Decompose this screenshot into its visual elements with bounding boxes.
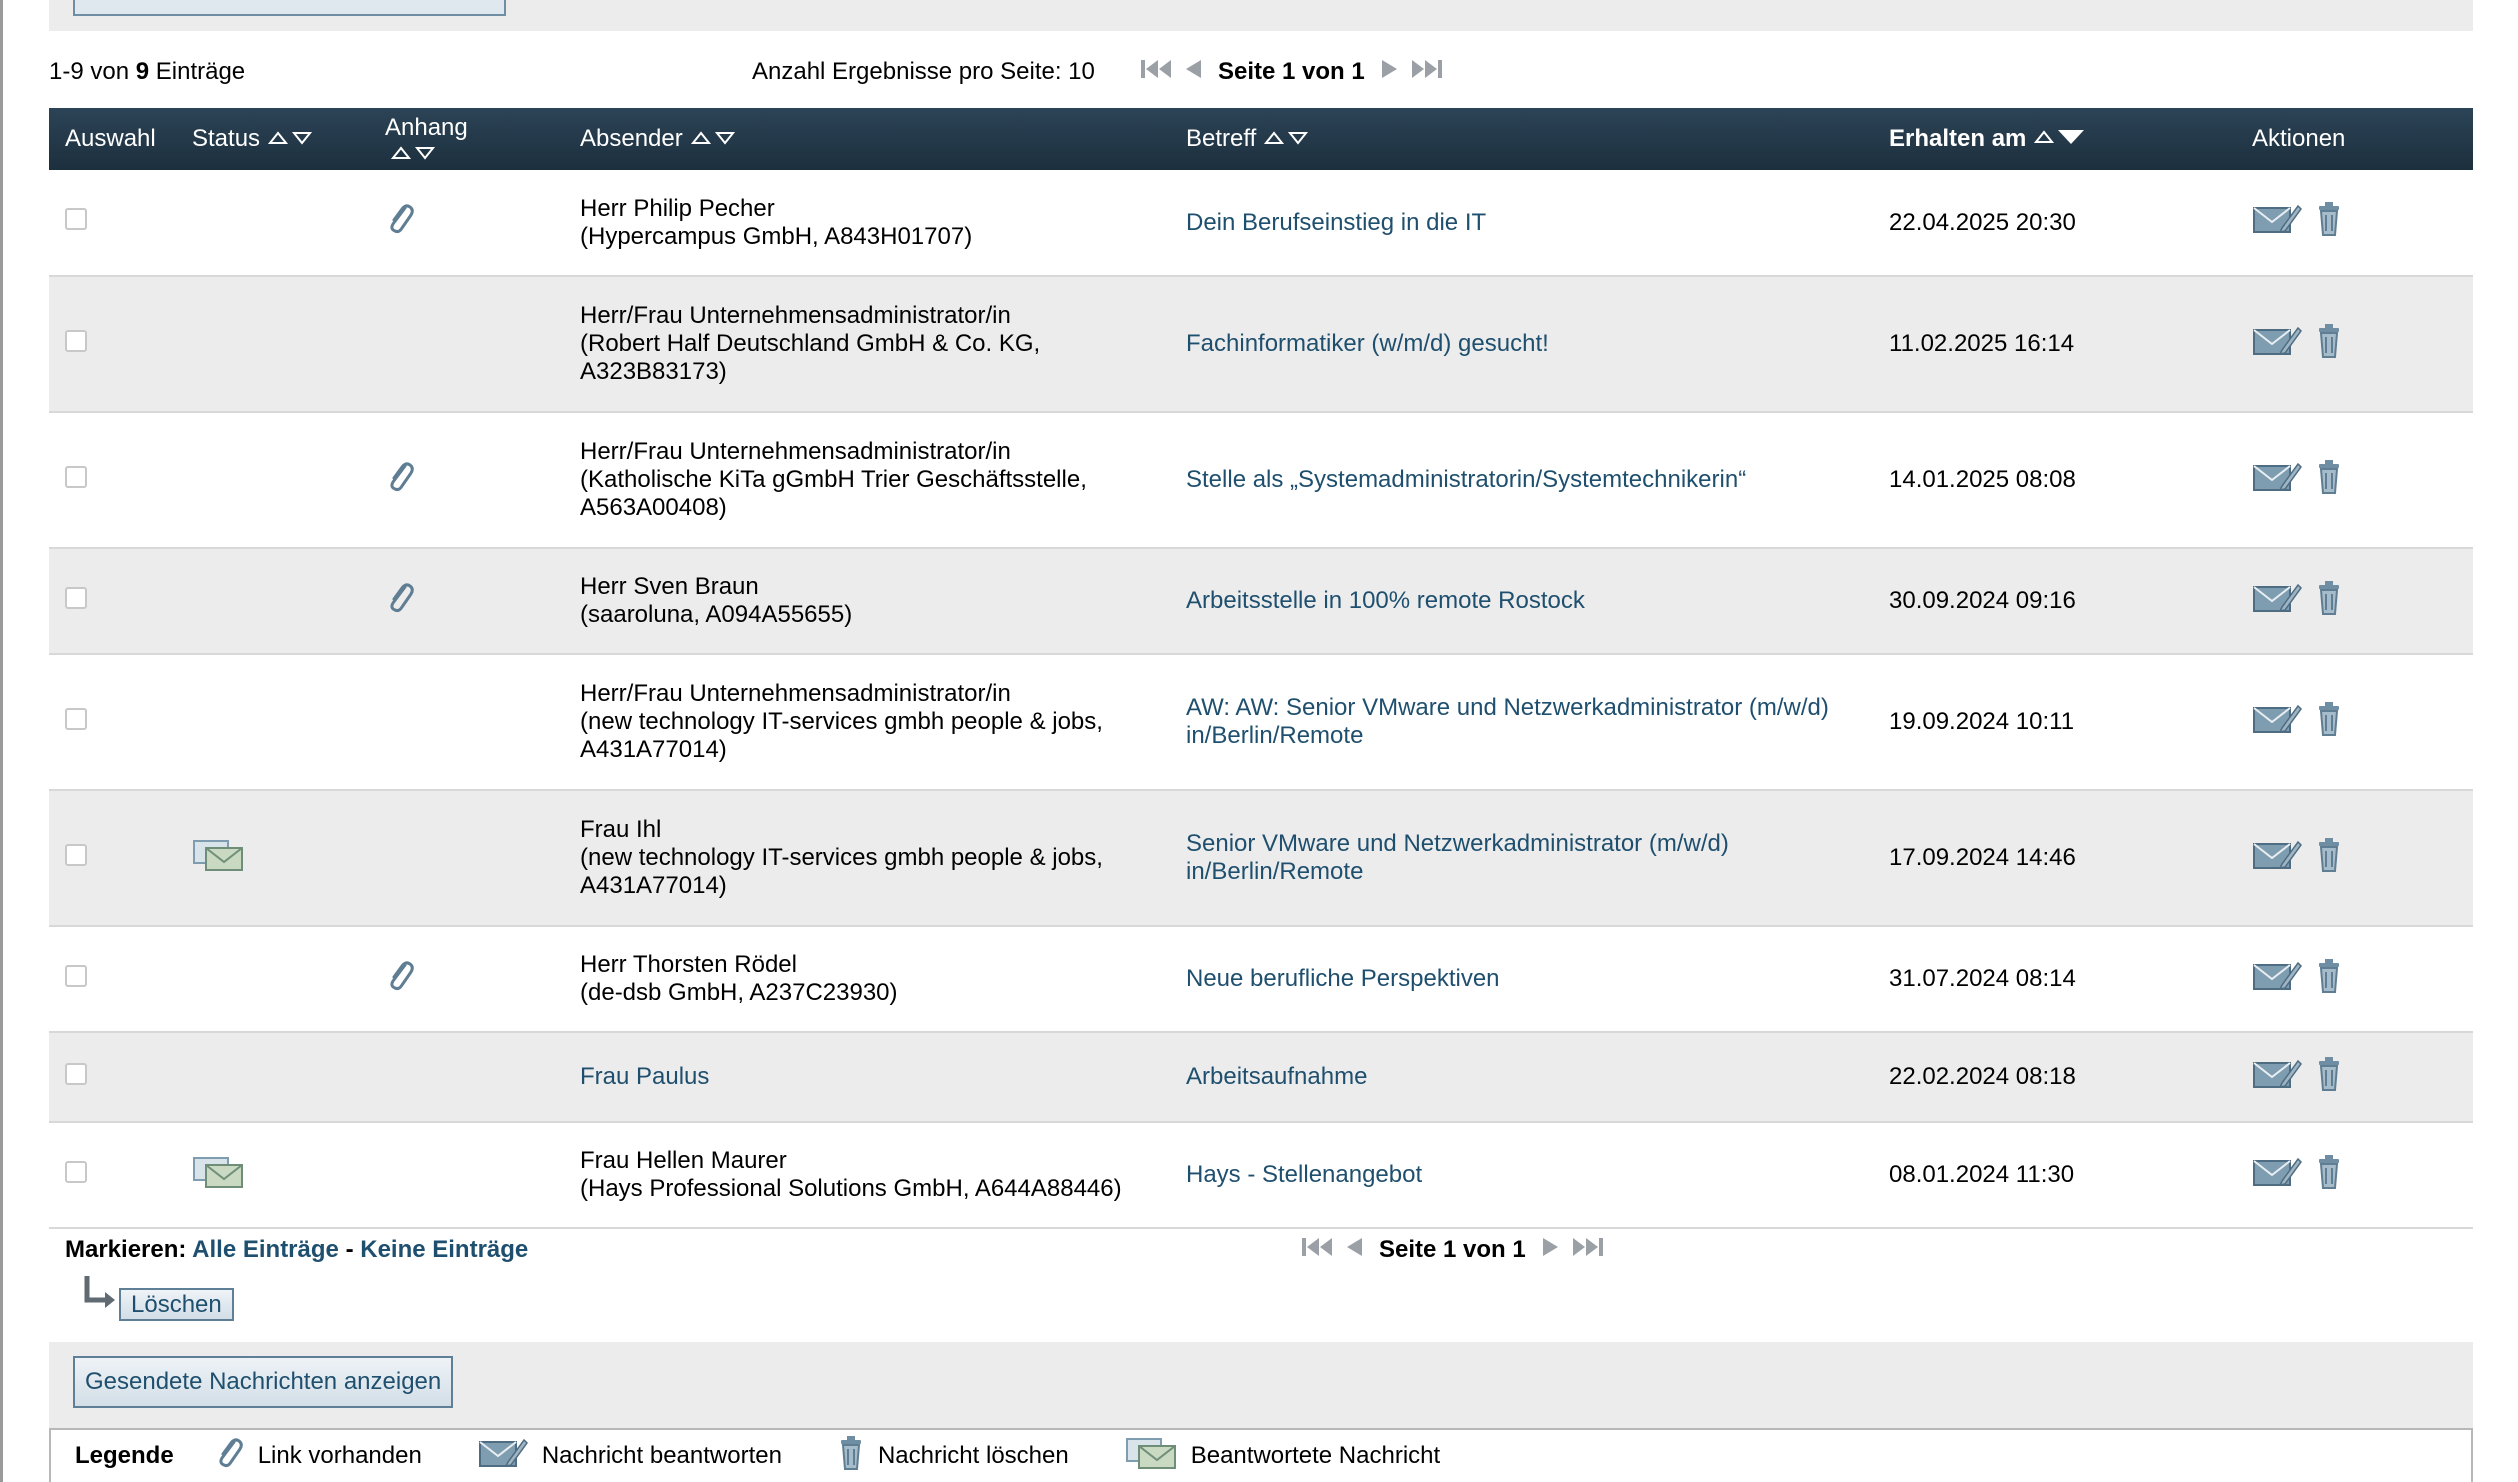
status-cell <box>176 1032 369 1122</box>
top-button-stub[interactable] <box>73 0 506 16</box>
legend <box>49 1428 2473 1482</box>
sender-cell <box>564 170 1170 276</box>
select-checkbox[interactable] <box>65 708 87 730</box>
col-header-select: Auswahl <box>65 125 156 152</box>
sender-cell <box>564 412 1170 548</box>
answered-envelope-icon <box>192 851 244 878</box>
sort-desc-active-icon[interactable] <box>2034 125 2086 153</box>
subject-cell <box>1170 412 1873 548</box>
subject-cell <box>1170 654 1873 790</box>
table-row <box>49 790 2473 926</box>
mark-selection: Markieren: Alle Einträge - Keine Einträge <box>65 1236 529 1263</box>
subject-cell <box>1170 548 1873 654</box>
subject-link[interactable]: Arbeitsaufnahme <box>1186 1063 1368 1090</box>
status-cell <box>176 654 369 790</box>
sender-cell <box>564 790 1170 926</box>
received-cell: 11.02.2025 16:14 <box>1889 330 2075 357</box>
table-row <box>49 276 2473 412</box>
actions-cell <box>2236 1032 2473 1122</box>
legend-answered: Beantwortete Nachricht <box>1125 1436 1440 1477</box>
reply-envelope-icon[interactable] <box>2252 838 2302 879</box>
received-cell: 22.04.2025 20:30 <box>1889 208 2076 236</box>
sender-name: Herr/Frau Unternehmensadministrator/in <box>580 438 1011 465</box>
table-row <box>49 1032 2473 1122</box>
status-cell <box>176 548 369 654</box>
select-cell <box>49 548 176 654</box>
trash-icon[interactable] <box>2316 701 2342 744</box>
sender-cell <box>564 276 1170 412</box>
sent-messages-band <box>49 1342 2473 1428</box>
subject-cell <box>1170 1032 1873 1122</box>
reply-envelope-icon[interactable] <box>2252 581 2302 622</box>
legend-attachment: Link vorhanden <box>214 1436 422 1477</box>
select-checkbox[interactable] <box>65 208 87 230</box>
col-header-received[interactable]: Erhalten am <box>1873 108 2236 170</box>
sender-org: (new technology IT-services gmbh people & jobs, A431A77014) <box>580 708 1103 763</box>
legend-title: Legende <box>75 1442 174 1469</box>
sender-name: Herr Sven Braun <box>580 573 759 600</box>
table-row <box>49 654 2473 790</box>
subject-cell <box>1170 1122 1873 1228</box>
subject-cell <box>1170 926 1873 1032</box>
select-checkbox[interactable] <box>65 844 87 866</box>
sender-org: (new technology IT-services gmbh people & jobs, A431A77014) <box>580 844 1103 899</box>
delete-button[interactable]: Löschen <box>119 1288 234 1321</box>
status-cell <box>176 412 369 548</box>
paperclip-icon[interactable] <box>385 594 415 621</box>
legend-reply: Nachricht beantworten <box>478 1436 782 1477</box>
attachment-cell <box>369 548 564 654</box>
paperclip-icon[interactable] <box>385 215 415 242</box>
select-cell <box>49 412 176 548</box>
col-header-actions: Aktionen <box>2252 125 2346 152</box>
actions-cell <box>2236 170 2473 276</box>
attachment-cell <box>369 1032 564 1122</box>
subject-cell <box>1170 170 1873 276</box>
reply-envelope-icon[interactable] <box>2252 460 2302 501</box>
message-table <box>49 108 2473 1229</box>
sender-name: Frau Ihl <box>580 816 662 843</box>
footer-bar <box>49 1230 2473 1342</box>
col-header-sender[interactable]: Absender <box>564 108 1170 170</box>
sender-cell <box>564 1032 1170 1122</box>
select-cell <box>49 926 176 1032</box>
answered-envelope-icon <box>1125 1436 1177 1477</box>
received-cell: 17.09.2024 14:46 <box>1889 844 2076 871</box>
previous-page-icon[interactable] <box>1343 1236 1365 1265</box>
legend-delete: Nachricht löschen <box>838 1435 1069 1478</box>
last-page-icon[interactable] <box>1570 1236 1604 1265</box>
select-cell <box>49 790 176 926</box>
sender-cell <box>564 1122 1170 1228</box>
subject-link[interactable]: Stelle als „Systemadministratorin/Systemtechnikerin“ <box>1186 466 1747 493</box>
pager-bottom <box>1301 1234 1604 1266</box>
subject-link[interactable]: Fachinformatiker (w/m/d) gesucht! <box>1186 330 1549 357</box>
sender-name: Herr/Frau Unternehmensadministrator/in <box>580 680 1011 707</box>
sort-arrows-icon[interactable] <box>1264 125 1312 153</box>
attachment-cell <box>369 170 564 276</box>
select-cell <box>49 276 176 412</box>
trash-icon[interactable] <box>2316 459 2342 502</box>
sender-org: (saaroluna, A094A55655) <box>580 601 853 628</box>
trash-icon[interactable] <box>2316 323 2342 366</box>
trash-icon[interactable] <box>2316 201 2342 244</box>
table-header-row <box>49 108 2473 170</box>
attachment-cell <box>369 276 564 412</box>
sender-cell <box>564 654 1170 790</box>
received-cell: 19.09.2024 10:11 <box>1889 708 2075 735</box>
subject-link[interactable]: Hays - Stellenangebot <box>1186 1161 1423 1188</box>
reply-envelope-icon[interactable] <box>2252 202 2302 243</box>
page-indicator: Seite 1 von 1 <box>1379 1236 1526 1263</box>
attachment-cell <box>369 926 564 1032</box>
sender-org: (de-dsb GmbH, A237C23930) <box>580 979 898 1006</box>
sender-name[interactable]: Frau Paulus <box>580 1063 710 1090</box>
attachment-cell <box>369 654 564 790</box>
sender-cell <box>564 926 1170 1032</box>
trash-icon <box>838 1435 864 1478</box>
actions-cell <box>2236 548 2473 654</box>
reply-envelope-icon[interactable] <box>2252 1155 2302 1196</box>
mark-all-link[interactable]: Alle Einträge <box>192 1236 339 1263</box>
subject-link[interactable]: AW: AW: Senior VMware und Netzwerkadministrator (m/w/d) in/Berlin/Remote <box>1186 694 1829 749</box>
select-checkbox[interactable] <box>65 965 87 987</box>
sort-arrows-icon[interactable] <box>385 141 548 167</box>
attachment-cell <box>369 412 564 548</box>
sender-name: Herr Thorsten Rödel <box>580 951 797 978</box>
answered-envelope-icon <box>192 1168 244 1195</box>
paperclip-icon <box>214 1436 244 1477</box>
received-cell: 31.07.2024 08:14 <box>1889 965 2076 992</box>
last-page-icon[interactable] <box>1409 58 1443 87</box>
trash-icon[interactable] <box>2316 958 2342 1001</box>
actions-cell <box>2236 790 2473 926</box>
select-checkbox[interactable] <box>65 1161 87 1183</box>
show-sent-messages-button[interactable]: Gesendete Nachrichten anzeigen <box>73 1356 453 1408</box>
trash-icon[interactable] <box>2316 1056 2342 1099</box>
received-cell: 08.01.2024 11:30 <box>1889 1161 2075 1188</box>
actions-cell <box>2236 926 2473 1032</box>
first-page-icon[interactable] <box>1140 58 1174 87</box>
table-row <box>49 1122 2473 1228</box>
subject-cell <box>1170 276 1873 412</box>
next-page-icon[interactable] <box>1540 1236 1562 1265</box>
corner-arrow-icon <box>79 1274 119 1321</box>
select-cell <box>49 170 176 276</box>
sender-org: (Katholische KiTa gGmbH Trier Geschäftsstelle, A563A00408) <box>580 466 1087 521</box>
table-row <box>49 170 2473 276</box>
page-indicator: Seite 1 von 1 <box>1218 58 1365 85</box>
sender-name: Herr Philip Pecher <box>580 194 775 222</box>
col-header-subject[interactable]: Betreff <box>1170 108 1873 170</box>
select-checkbox[interactable] <box>65 1063 87 1085</box>
status-cell <box>176 276 369 412</box>
sender-org: (Hays Professional Solutions GmbH, A644A88446) <box>580 1175 1122 1202</box>
actions-cell <box>2236 1122 2473 1228</box>
per-page-label: Anzahl Ergebnisse pro Seite: 10 <box>752 58 1095 85</box>
next-page-icon[interactable] <box>1379 58 1401 87</box>
result-summary: 1-9 von 9 Einträge <box>49 58 246 85</box>
subject-link[interactable]: Dein Berufseinstieg in die IT <box>1186 208 1487 236</box>
select-checkbox[interactable] <box>65 466 87 488</box>
col-header-status[interactable]: Status <box>176 108 369 170</box>
select-cell <box>49 1122 176 1228</box>
delete-selected <box>79 1274 234 1321</box>
sender-org: (Robert Half Deutschland GmbH & Co. KG, A323B83173) <box>580 330 1041 385</box>
reply-envelope-icon <box>478 1436 528 1477</box>
page-left-border <box>0 0 3 1482</box>
sort-arrows-icon[interactable] <box>268 125 316 153</box>
trash-icon[interactable] <box>2316 1154 2342 1197</box>
actions-cell <box>2236 276 2473 412</box>
actions-cell <box>2236 412 2473 548</box>
subject-link[interactable]: Senior VMware und Netzwerkadministrator (m/w/d) in/Berlin/Remote <box>1186 830 1729 885</box>
previous-page-icon[interactable] <box>1182 58 1204 87</box>
sort-arrows-icon[interactable] <box>691 125 739 153</box>
reply-envelope-icon[interactable] <box>2252 702 2302 743</box>
attachment-cell <box>369 790 564 926</box>
received-cell: 22.02.2024 08:18 <box>1889 1063 2076 1090</box>
reply-envelope-icon[interactable] <box>2252 1057 2302 1098</box>
status-cell <box>176 170 369 276</box>
status-cell <box>176 790 369 926</box>
trash-icon[interactable] <box>2316 580 2342 623</box>
sender-org: (Hypercampus GmbH, A843H01707) <box>580 222 973 250</box>
table-row <box>49 926 2473 1032</box>
subject-cell <box>1170 790 1873 926</box>
status-cell <box>176 1122 369 1228</box>
trash-icon[interactable] <box>2316 837 2342 880</box>
col-header-attachment[interactable]: Anhang <box>369 108 564 170</box>
paperclip-icon[interactable] <box>385 473 415 500</box>
sender-name: Herr/Frau Unternehmensadministrator/in <box>580 302 1011 329</box>
select-cell <box>49 654 176 790</box>
select-checkbox[interactable] <box>65 330 87 352</box>
attachment-cell <box>369 1122 564 1228</box>
sender-name: Frau Hellen Maurer <box>580 1147 787 1174</box>
table-row <box>49 548 2473 654</box>
sender-cell <box>564 548 1170 654</box>
select-checkbox[interactable] <box>65 587 87 609</box>
first-page-icon[interactable] <box>1301 1236 1335 1265</box>
reply-envelope-icon[interactable] <box>2252 959 2302 1000</box>
paperclip-icon[interactable] <box>385 972 415 999</box>
actions-cell <box>2236 654 2473 790</box>
received-cell: 30.09.2024 09:16 <box>1889 587 2076 614</box>
mark-none-link[interactable]: Keine Einträge <box>360 1236 529 1263</box>
top-band <box>49 0 2473 31</box>
table-row <box>49 412 2473 548</box>
subject-link[interactable]: Neue berufliche Perspektiven <box>1186 965 1500 992</box>
received-cell: 14.01.2025 08:08 <box>1889 466 2076 493</box>
reply-envelope-icon[interactable] <box>2252 324 2302 365</box>
subject-link[interactable]: Arbeitsstelle in 100% remote Rostock <box>1186 587 1585 614</box>
select-cell <box>49 1032 176 1122</box>
status-cell <box>176 926 369 1032</box>
pager-top <box>1140 56 1443 88</box>
